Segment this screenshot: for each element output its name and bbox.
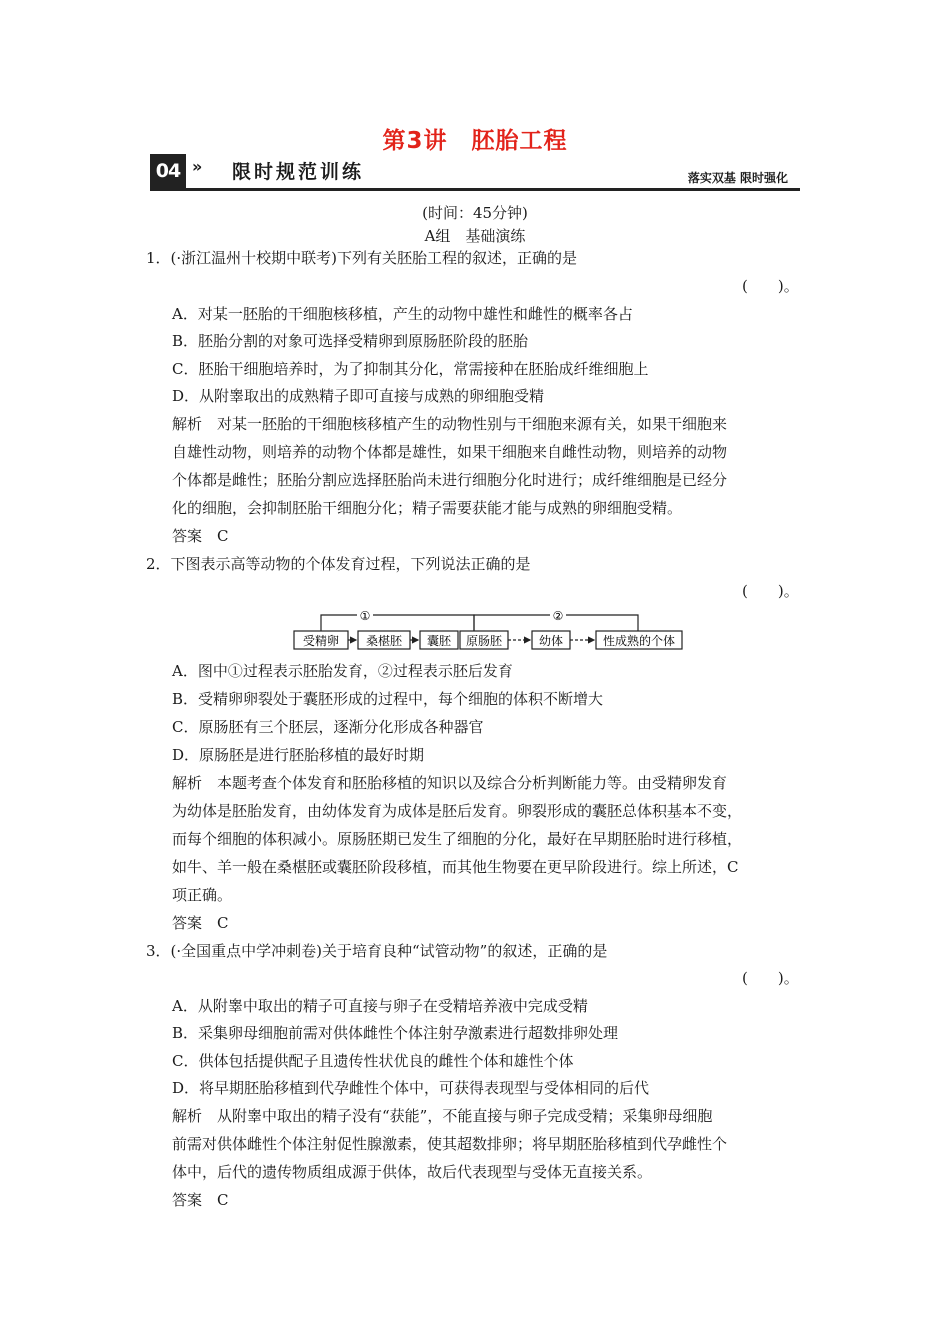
- group-heading: A组 基础演练: [424, 227, 526, 245]
- banner-rule: [150, 188, 800, 191]
- question-2-option-b: B．受精卵卵裂处于囊胚形成的过程中，每个细胞的体积不断增大: [172, 690, 604, 708]
- question-3-answer: 答案 C: [172, 1191, 229, 1209]
- flow-diagram-svg: [292, 607, 684, 651]
- process-1-mark: ①: [359, 609, 371, 623]
- question-2-explanation-line: 而每个细胞的体积减小。原肠胚期已发生了细胞的分化，最好在早期胚胎时进行移植，: [172, 830, 743, 848]
- time-note: (时间：45分钟): [422, 204, 528, 222]
- question-1-option-b: B．胚胎分割的对象可选择受精卵到原肠胚阶段的胚胎: [172, 332, 529, 350]
- stage-label: 性成熟的个体: [602, 634, 676, 648]
- stage-label: 幼体: [538, 634, 564, 648]
- question-3-option-a: A．从附睾中取出的精子可直接与卵子在受精培养液中完成受精: [172, 997, 588, 1015]
- question-2-explanation-line: 如牛、羊一般在桑椹胚或囊胚阶段移植，而其他生物要在更早阶段进行。综上所述，C: [172, 858, 739, 876]
- question-2-answer-bracket: ( )。: [742, 582, 799, 600]
- question-1-option-a: A．对某一胚胎的干细胞核移植，产生的动物中雄性和雌性的概率各占: [172, 305, 633, 323]
- development-flow-diagram: [292, 607, 684, 651]
- question-1-option-c: C．胚胎干细胞培养时，为了抑制其分化，常需接种在胚胎成纤维细胞上: [172, 360, 649, 378]
- question-1-stem: 1．(·浙江温州十校期中联考)下列有关胚胎工程的叙述，正确的是: [146, 249, 578, 267]
- question-2-stem: 2．下图表示高等动物的个体发育过程，下列说法正确的是: [146, 555, 531, 573]
- question-3-option-d: D．将早期胚胎移植到代孕雌性个体中，可获得表现型与受体相同的后代: [172, 1079, 650, 1097]
- question-3-answer-bracket: ( )。: [742, 969, 799, 987]
- question-2-option-a: A．图中①过程表示胚胎发育，②过程表示胚后发育: [172, 662, 513, 680]
- page-title: 第3讲 胚胎工程: [382, 128, 568, 154]
- section-banner: [150, 154, 800, 190]
- section-tagline: 落实双基 限时强化: [687, 171, 788, 185]
- question-3-option-c: C．供体包括提供配子且遗传性状优良的雌性个体和雄性个体: [172, 1052, 574, 1070]
- question-2-answer: 答案 C: [172, 914, 229, 932]
- chevron-icon: »: [192, 157, 203, 176]
- question-3-explanation-line: 体中，后代的遗传物质组成源于供体，故后代表现型与受体无直接关系。: [172, 1163, 653, 1181]
- question-2-explanation-line: 解析 本题考查个体发育和胚胎移植的知识以及综合分析判断能力等。由受精卵发育: [172, 774, 728, 792]
- question-2-option-d: D．原肠胚是进行胚胎移植的最好时期: [172, 746, 425, 764]
- stage-label: 原肠胚: [465, 634, 503, 648]
- section-number-badge: 04: [150, 154, 186, 188]
- question-3-explanation-line: 解析 从附睾中取出的精子没有“获能”，不能直接与卵子完成受精；采集卵母细胞: [172, 1107, 713, 1125]
- question-3-option-b: B．采集卵母细胞前需对供体雌性个体注射孕激素进行超数排卵处理: [172, 1024, 619, 1042]
- question-1-explanation-line: 自雄性动物，则培养的动物个体都是雄性，如果干细胞来自雌性动物，则培养的动物: [172, 443, 728, 461]
- question-1-explanation-line: 解析 对某一胚胎的干细胞核移植产生的动物性别与干细胞来源有关，如果干细胞来: [172, 415, 728, 433]
- stage-label: 桑椹胚: [365, 634, 403, 648]
- question-1-answer-bracket: ( )。: [742, 277, 799, 295]
- question-1-explanation-line: 个体都是雌性；胚胎分割应选择胚胎尚未进行细胞分化时进行；成纤维细胞是已经分: [172, 471, 728, 489]
- process-2-mark: ②: [552, 609, 564, 623]
- question-3-explanation-line: 前需对供体雌性个体注射促性腺激素，使其超数排卵；将早期胚胎移植到代孕雌性个: [172, 1135, 728, 1153]
- stage-label: 受精卵: [302, 634, 340, 648]
- question-3-stem: 3．(·全国重点中学冲刺卷)关于培育良种“试管动物”的叙述，正确的是: [146, 942, 608, 960]
- question-2-explanation-line: 项正确。: [172, 886, 233, 904]
- question-1-answer: 答案 C: [172, 527, 229, 545]
- process-1-bracket: [321, 615, 474, 631]
- question-1-explanation-line: 化的细胞，会抑制胚胎干细胞分化；精子需要获能才能与成熟的卵细胞受精。: [172, 499, 683, 517]
- question-2-explanation-line: 为幼体是胚胎发育，由幼体发育为成体是胚后发育。卵裂形成的囊胚总体积基本不变，: [172, 802, 743, 820]
- stage-label: 囊胚: [426, 634, 452, 648]
- section-heading: 限时规范训练: [232, 161, 365, 183]
- question-2-option-c: C．原肠胚有三个胚层，逐渐分化形成各种器官: [172, 718, 484, 736]
- question-1-option-d: D．从附睾取出的成熟精子即可直接与成熟的卵细胞受精: [172, 387, 545, 405]
